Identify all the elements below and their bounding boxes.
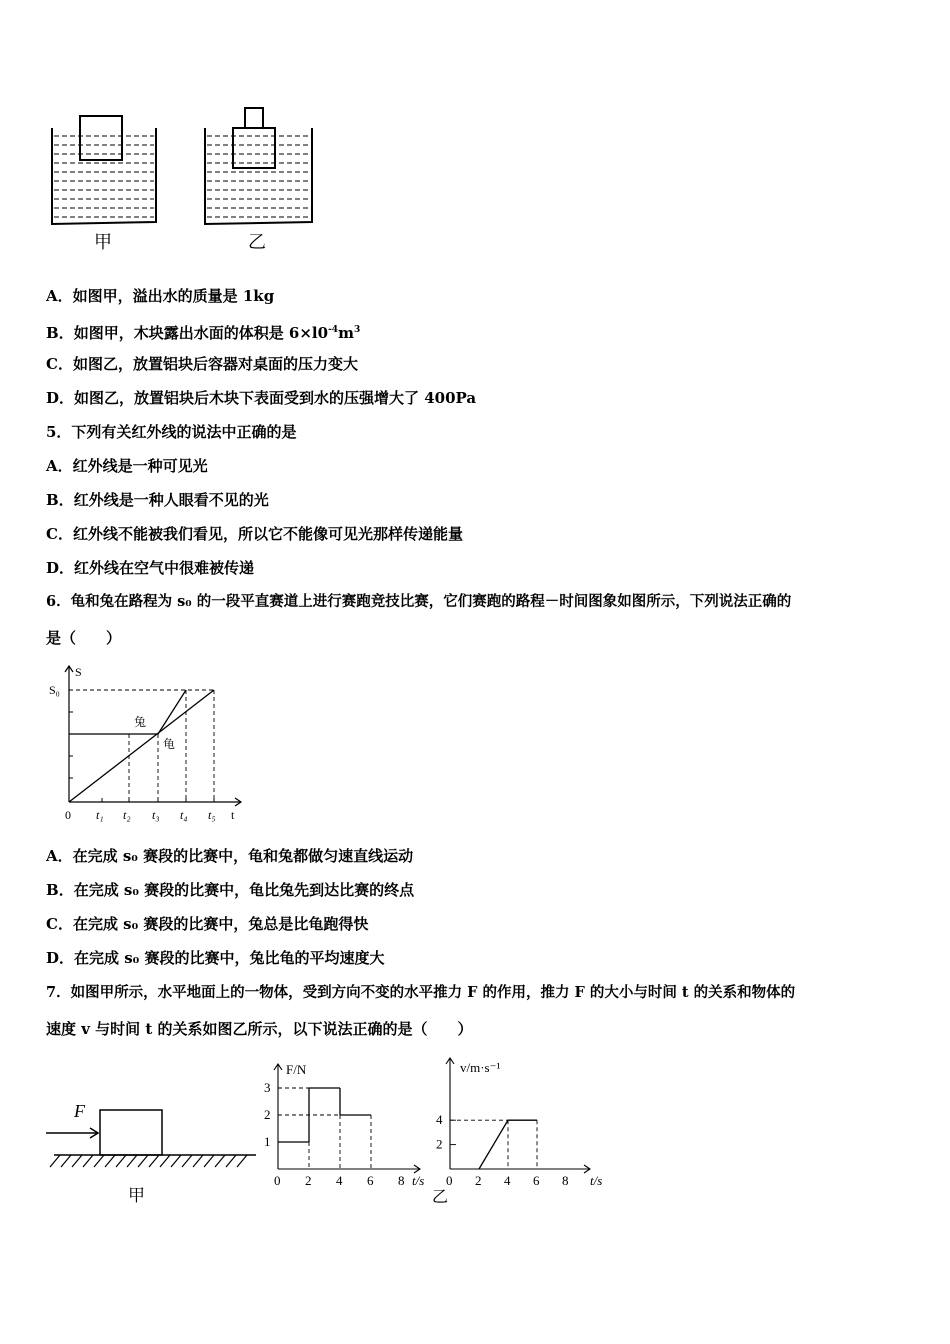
x-tick-label: t₂: [123, 808, 131, 822]
q7-figure-jia: [40, 1095, 270, 1215]
vt-ylabel: v/m·s⁻¹: [460, 1060, 501, 1075]
q6-option-b: B．在完成 s₀ 赛段的比赛中，龟比兔先到达比赛的终点: [46, 881, 415, 899]
vt-x-axis-label: t/s: [590, 1173, 603, 1188]
force-arrow: [46, 1128, 98, 1138]
q6-stem-line1: 6．龟和兔在路程为 s₀ 的一段平直赛道上进行赛跑竞技比赛，它们赛跑的路程－时间图象如图所示，下列说法正确的: [46, 593, 792, 610]
hatch-line: [105, 1155, 115, 1167]
ft-x-tick-label: 8: [398, 1173, 405, 1188]
ft-y-tick-label: 2: [264, 1107, 271, 1122]
q6-series: [69, 690, 214, 802]
q7-stem-line1: 7．如图甲所示，水平地面上的一物体，受到方向不变的水平推力 F 的作用，推力 F 的大小与时间 t 的关系和物体的: [46, 984, 796, 1001]
ft-x-tick-label: 2: [305, 1173, 312, 1188]
ft-axes: [274, 1064, 420, 1173]
vt-x-tick-label: 8: [562, 1173, 569, 1188]
hatch-line: [138, 1155, 148, 1167]
force-label: F: [74, 1101, 85, 1121]
x-tick-label: 0: [65, 808, 71, 822]
q5-option-d: D．红外线在空气中很难被传递: [46, 559, 255, 577]
hatch-line: [149, 1155, 159, 1167]
hatch-line: [50, 1155, 60, 1167]
x-tick-label: t₅: [208, 808, 216, 822]
q7-block: [100, 1110, 162, 1155]
hatch-line: [182, 1155, 192, 1167]
x-tick-label: t₄: [180, 808, 188, 822]
ft-ylabel: F/N: [286, 1062, 307, 1077]
series-tortoise-line: [69, 690, 214, 802]
ft-x-axis-label: t/s: [412, 1173, 425, 1188]
q7-label-jia: 甲: [128, 1186, 145, 1205]
vt-x-tick-label: 6: [533, 1173, 540, 1188]
q4-option-d: D．如图乙，放置铝块后木块下表面受到水的压强增大了 400Pa: [46, 389, 477, 407]
q6-option-d: D．在完成 s₀ 赛段的比赛中，兔比龟的平均速度大: [46, 949, 385, 967]
hatch-line: [61, 1155, 71, 1167]
wood-block: [233, 128, 275, 168]
hatch-line: [171, 1155, 181, 1167]
q6-labels: [49, 665, 235, 822]
vt-x-tick-label: 2: [475, 1173, 482, 1188]
series-rabbit-line: [69, 690, 186, 734]
vt-y-tick-label: 4: [436, 1112, 443, 1128]
x-tick-label: t₃: [152, 808, 160, 822]
hatch-line: [72, 1155, 82, 1167]
x-tick-label: t₁: [96, 808, 104, 822]
y-tick-label: S₀: [49, 683, 60, 697]
q6-option-c: C．在完成 s₀ 赛段的比赛中，兔总是比龟跑得快: [46, 915, 369, 933]
series-label-rabbit: 兔: [134, 715, 147, 729]
q6-chart: [45, 660, 255, 825]
vt-axes: [446, 1058, 590, 1173]
ft-series: [278, 1088, 371, 1142]
q4-option-c: C．如图乙，放置铝块后容器对桌面的压力变大: [46, 355, 358, 373]
label-jia: 甲: [94, 232, 112, 252]
vt-labels: [436, 1112, 602, 1188]
wood-block: [80, 116, 122, 160]
hatch-line: [215, 1155, 225, 1167]
vt-x-tick-label: 4: [504, 1173, 511, 1188]
aluminum-block: [245, 108, 263, 128]
ft-y-tick-label: 1: [264, 1134, 271, 1149]
q7-stem-line2: 速度 v 与时间 t 的关系如图乙所示，以下说法正确的是（ ）: [46, 1020, 473, 1038]
vt-y-tick-label: 2: [436, 1136, 443, 1152]
q5-option-a: A．红外线是一种可见光: [46, 457, 208, 475]
ft-x-tick-label: 4: [336, 1173, 343, 1188]
q4-option-a: A．如图甲，溢出水的质量是 1kg: [46, 287, 275, 305]
q4-option-b: B．如图甲，木块露出水面的体积是 $6\times l0^{-4}m^3$: [46, 324, 361, 342]
q7-chart-vt: [432, 1050, 622, 1205]
q6-stem-line2: 是（ ）: [46, 629, 122, 647]
ft-x-tick-label: 6: [367, 1173, 374, 1188]
hatch-line: [83, 1155, 93, 1167]
hatch-line: [204, 1155, 214, 1167]
q7-chart-ft: [262, 1058, 442, 1188]
ft-guides: [278, 1088, 371, 1169]
ground-hatch: [50, 1155, 247, 1167]
y-axis-label: S: [75, 665, 82, 679]
q5-option-b: B．红外线是一种人眼看不见的光: [46, 491, 269, 509]
q5-stem: 5．下列有关红外线的说法中正确的是: [46, 423, 297, 441]
hatch-line: [160, 1155, 170, 1167]
q7-label-yi: 乙: [432, 1189, 449, 1205]
hatch-line: [116, 1155, 126, 1167]
container-yi: [205, 108, 312, 224]
ft-labels: [264, 1080, 424, 1188]
hatch-line: [226, 1155, 236, 1167]
q5-option-c: C．红外线不能被我们看见，所以它不能像可见光那样传递能量: [46, 525, 463, 543]
hatch-line: [94, 1155, 104, 1167]
ft-x-tick-label: 0: [274, 1173, 281, 1188]
ft-y-tick-label: 3: [264, 1080, 271, 1095]
container-jia: [52, 116, 156, 224]
vt-x-tick-label: 0: [446, 1173, 453, 1188]
x-axis-label: t: [231, 808, 235, 822]
hatch-line: [193, 1155, 203, 1167]
series-label-tortoise: 龟: [163, 737, 176, 751]
q4-figure: [40, 100, 340, 260]
hatch-line: [127, 1155, 137, 1167]
label-yi: 乙: [248, 232, 266, 252]
hatch-line: [237, 1155, 247, 1167]
q6-option-a: A．在完成 s₀ 赛段的比赛中，龟和兔都做匀速直线运动: [46, 847, 414, 865]
